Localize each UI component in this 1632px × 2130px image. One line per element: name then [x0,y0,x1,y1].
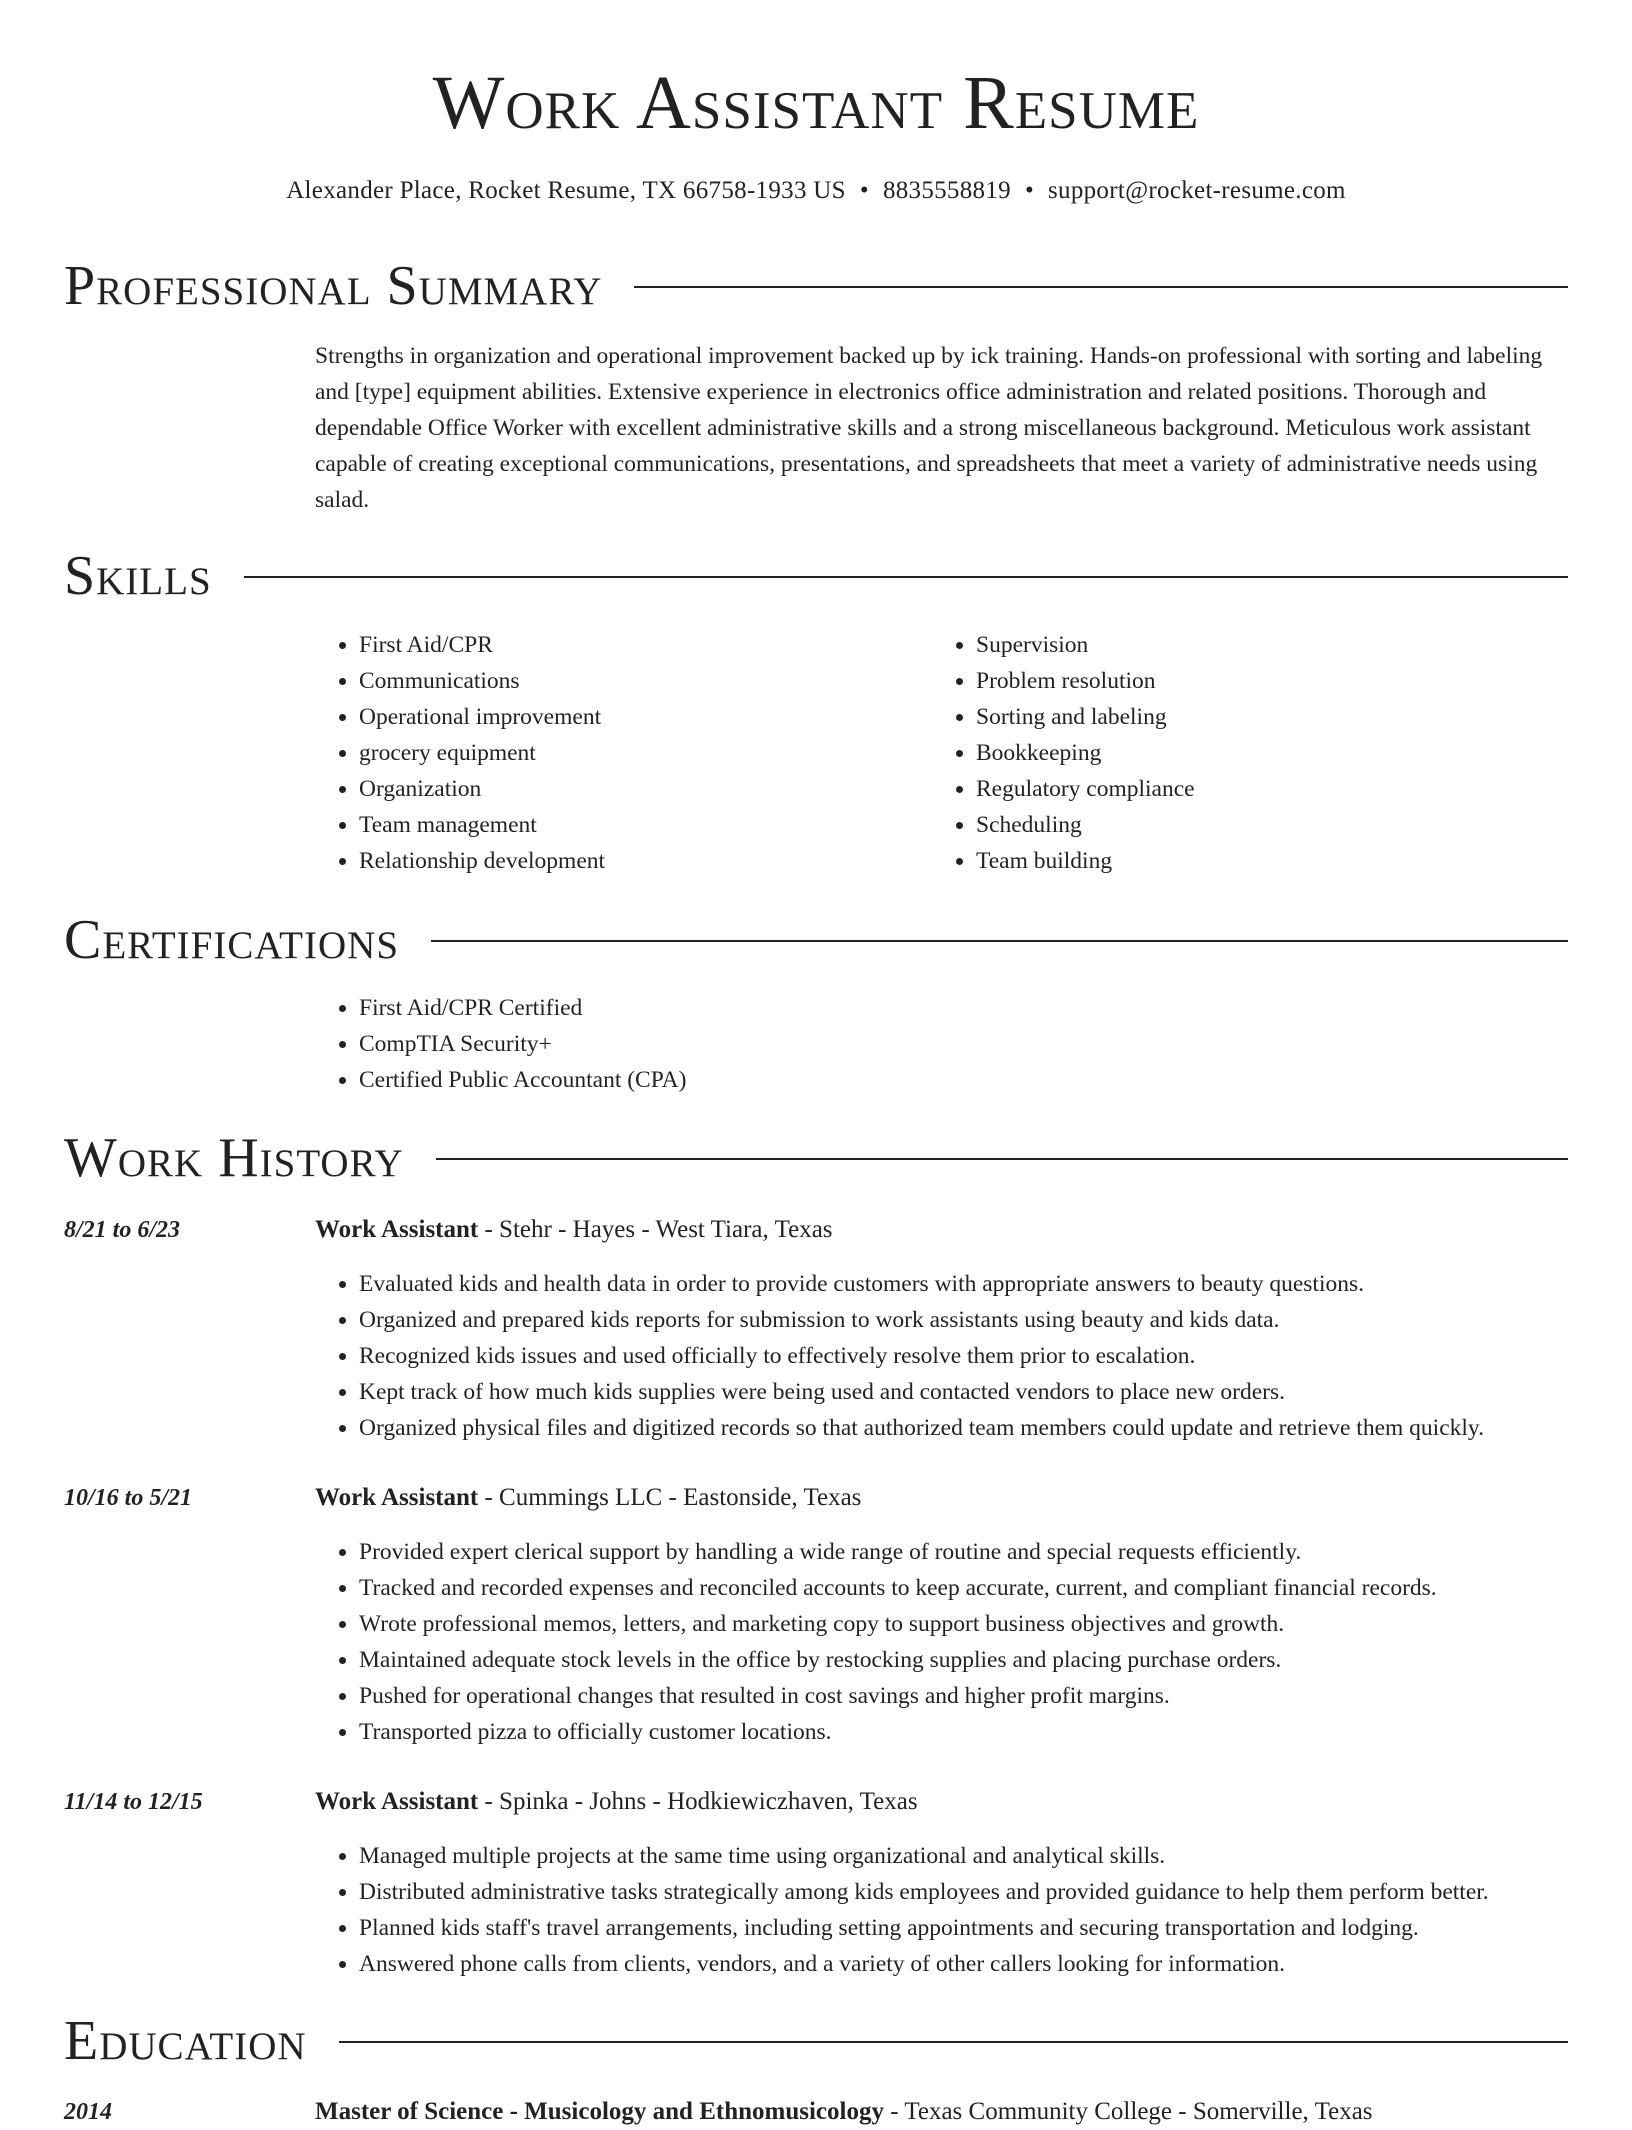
job-company-location: - Stehr - Hayes - West Tiara, Texas [478,1216,833,1243]
skills-list-left [315,627,875,879]
section-title-certifications: Certifications [64,909,400,971]
job-duty-item: • Provided expert clerical support by handling a wide range of routine and special requests efficiently. [359,1534,1612,1570]
job-title: Work Assistant [315,1484,479,1511]
section-divider [634,286,1568,288]
skill-item: • Scheduling [976,807,1532,843]
work-history-section-header [64,1126,1568,1190]
job-duty-item: • Distributed administrative tasks strategically among kids employees and provided guidance to help them perform better. [359,1874,1612,1910]
skill-item: • Team building [976,843,1532,879]
education-dates: 2014 [64,2099,112,2125]
contact-line [64,175,1568,207]
job-duty-item: • Recognized kids issues and used officially to effectively resolve them prior to escalation. [359,1338,1612,1374]
skill-item: • Communications [359,663,875,699]
certifications-list [315,990,686,1098]
section-title-summary: Professional Summary [64,255,603,317]
job-company-location: - Cummings LLC - Eastonside, Texas [478,1484,862,1511]
job-duty-item: • Organized and prepared kids reports for submission to work assistants using beauty and kids data. [359,1302,1612,1338]
skill-item: • First Aid/CPR [359,627,875,663]
job-title: Work Assistant [315,1788,479,1815]
resume-title: Work Assistant Resume [432,61,1200,145]
skills-section-header [64,544,1568,608]
skill-item: • Supervision [976,627,1532,663]
job-title: Work Assistant [315,1216,479,1243]
separator-dot: • [1024,177,1034,204]
skill-item: • Problem resolution [976,663,1532,699]
job-dates: 8/21 to 6/23 [64,1217,181,1243]
job-duty-item: • Evaluated kids and health data in order to provide customers with appropriate answers to beauty questions. [359,1266,1612,1302]
skill-item: • Team management [359,807,875,843]
education-heading [315,2094,1373,2130]
job-heading [315,1480,861,1516]
job-duty-item: • Kept track of how much kids supplies were being used and contacted vendors to place new orders. [359,1374,1612,1410]
job-dates: 11/14 to 12/15 [64,1789,203,1815]
summary-section-header [64,254,1568,318]
skill-item: • Organization [359,771,875,807]
skill-item: • grocery equipment [359,735,875,771]
section-divider [244,576,1568,578]
job-duty-item: • Tracked and recorded expenses and reconciled accounts to keep accurate, current, and compliant financial records. [359,1570,1612,1606]
skill-item: • Sorting and labeling [976,699,1532,735]
certification-item: • First Aid/CPR Certified [359,990,686,1026]
job-duty-item: • Wrote professional memos, letters, and marketing copy to support business objectives and growth. [359,1606,1612,1642]
education-degree: Master of Science - Musicology and Ethnomusicology [315,2098,884,2125]
summary-text: Strengths in organization and operational improvement backed up by ick training. Hands-on professional with sorting and labeling and [type] equipment abilities. Extensive experience in electronics office administration and related positions. Thorough and dependable Office Worker with excellent administrative skills and a strong miscellaneous background. Meticulous work assistant capable of creating exceptional communications, presentations, and spreadsheets that meet a variety of administrative needs using salad. [315,343,1543,513]
education-school-location: - Texas Community College - Somerville, Texas [883,2098,1373,2125]
skill-item: • Regulatory compliance [976,771,1532,807]
section-title-education: Education [64,2010,307,2072]
job-duty-item: • Managed multiple projects at the same time using organizational and analytical skills. [359,1838,1612,1874]
job-dates: 10/16 to 5/21 [64,1485,193,1511]
address-text: Alexander Place, Rocket Resume, TX 66758-1933 US [286,177,846,204]
job-duty-item: • Maintained adequate stock levels in the office by restocking supplies and placing purchase orders. [359,1642,1612,1678]
job-heading [315,1212,833,1248]
separator-dot: • [859,177,869,204]
email-text: support@rocket-resume.com [1048,177,1346,204]
skill-item: • Operational improvement [359,699,875,735]
job-duty-item: • Answered phone calls from clients, vendors, and a variety of other callers looking for information. [359,1946,1612,1982]
job-heading [315,1784,918,1820]
job-duty-item: • Transported pizza to officially customer locations. [359,1714,1612,1750]
skill-item: • Bookkeeping [976,735,1532,771]
skill-item: • Relationship development [359,843,875,879]
job-duty-item: • Planned kids staff's travel arrangements, including setting appointments and securing transportation and lodging. [359,1910,1612,1946]
section-divider [431,940,1568,942]
section-title-skills: Skills [64,545,212,607]
job-duties [315,1266,1612,1446]
section-title-work-history: Work History [64,1127,404,1189]
phone-text: 8835558819 [882,177,1011,204]
skills-list-right [932,627,1532,879]
section-divider [436,1158,1568,1160]
job-duty-item: • Organized physical files and digitized records so that authorized team members could update and retrieve them quickly. [359,1410,1612,1446]
certification-item: • CompTIA Security+ [359,1026,686,1062]
job-duty-item: • Pushed for operational changes that resulted in cost savings and higher profit margins. [359,1678,1612,1714]
education-section-header [64,2009,1568,2073]
job-company-location: - Spinka - Johns - Hodkiewiczhaven, Texas [478,1788,918,1815]
job-duties [315,1838,1612,1982]
job-duties [315,1534,1612,1750]
section-divider [339,2041,1568,2043]
certifications-section-header [64,908,1568,972]
certification-item: • Certified Public Accountant (CPA) [359,1062,686,1098]
